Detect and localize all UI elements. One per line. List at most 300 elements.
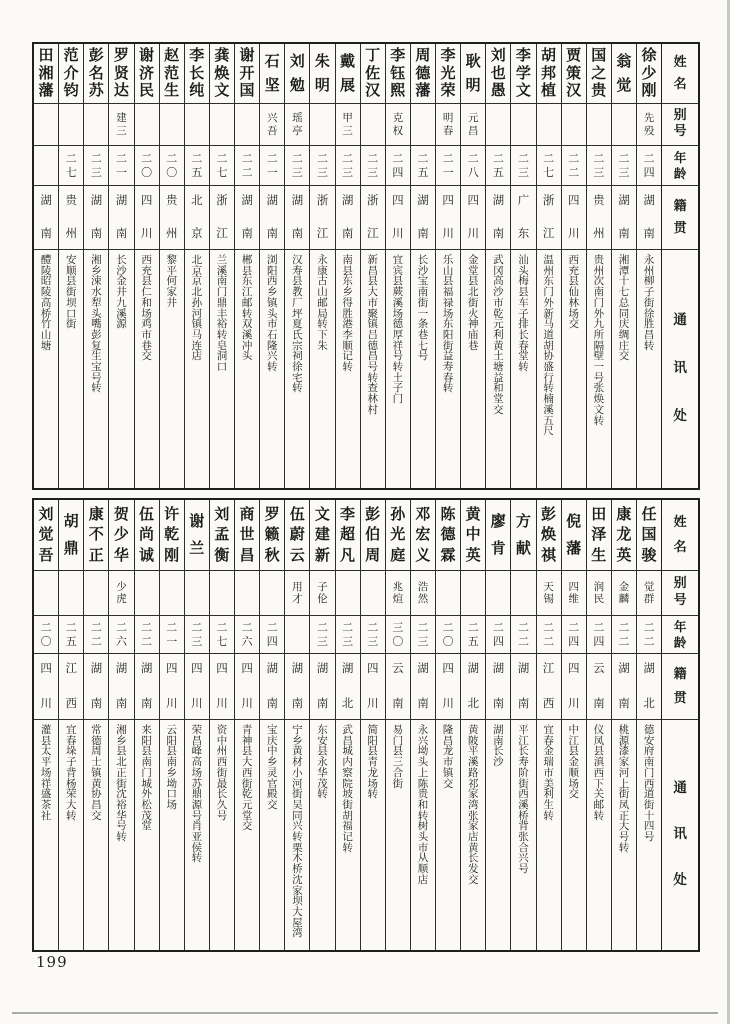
person-column (335, 500, 360, 950)
alias-cell: 兆 煊 (386, 570, 410, 615)
age-cell: 二 三 (285, 145, 309, 185)
native-cell: 湖 南 (84, 185, 108, 249)
address-cell: 安 顺 县 街 坝 口 街 (59, 249, 83, 488)
native-cell: 湖 南 (285, 653, 309, 719)
name-cell: 李 钰 熙 (390, 46, 406, 100)
age-cell: 二 三 (612, 145, 636, 185)
name-cell: 李 长 纯 (189, 46, 205, 100)
age-cell: 二 五 (411, 145, 435, 185)
address-cell: 湖 南 长 沙 (486, 719, 510, 950)
name-cell: 李 学 文 (515, 46, 531, 100)
alias-cell: 天 锡 (537, 570, 561, 615)
age-cell: 二 五 (59, 615, 83, 653)
name-cell: 贺 少 华 (113, 505, 129, 564)
age-cell: 二 三 (310, 615, 334, 653)
name-cell: 龚 焕 文 (214, 46, 230, 100)
person-column (410, 44, 435, 488)
native-cell: 四 川 (160, 653, 184, 719)
native-cell: 四 川 (436, 185, 460, 249)
name-cell: 罗 籁 秋 (264, 505, 280, 564)
name-cell: 刘 也 愚 (490, 46, 506, 100)
person-column (385, 44, 410, 488)
native-cell: 湖 南 (411, 653, 435, 719)
address-cell: 易 门 县 三 合 街 (386, 719, 410, 950)
age-cell: 二 〇 (436, 615, 460, 653)
age-cell: 二 二 (612, 615, 636, 653)
name-cell: 谢 济 民 (139, 46, 155, 100)
alias-cell (59, 570, 83, 615)
alias-cell (34, 103, 58, 145)
person-column (284, 500, 309, 950)
person-column (485, 500, 510, 950)
person-column (309, 44, 334, 488)
native-cell: 四 川 (185, 653, 209, 719)
address-cell: 温 州 东 门 外 新 马 道 胡 协 盛 行 转 楠 溪 五 尺 (537, 249, 561, 488)
age-cell: 二 七 (59, 145, 83, 185)
name-cell: 胡 鼎 (63, 511, 79, 557)
alias-cell (537, 103, 561, 145)
age-cell: 三 〇 (386, 615, 410, 653)
alias-cell: 金 麟 (612, 570, 636, 615)
address-cell: 北 京 京 北 孙 河 镇 马 连 店 (185, 249, 209, 488)
name-cell: 徐 少 刚 (641, 46, 657, 100)
header-alias-cell: 别 号 (662, 103, 698, 145)
native-cell: 浙 江 (361, 185, 385, 249)
person-column (561, 500, 586, 950)
native-cell: 湖 南 (260, 653, 284, 719)
name-cell: 邓 宏 义 (415, 505, 431, 564)
age-cell: 二 二 (562, 145, 586, 185)
name-cell: 丁 佐 汉 (365, 46, 381, 100)
native-cell: 湖 南 (109, 185, 133, 249)
age-cell: 二 五 (486, 145, 510, 185)
person-column (83, 44, 108, 488)
person-column (284, 44, 309, 488)
name-cell: 贾 策 汉 (566, 46, 582, 100)
address-cell: 西 充 县 仙 林 场 交 (562, 249, 586, 488)
name-cell: 彭 焕 祺 (541, 505, 557, 564)
person-column (335, 44, 360, 488)
address-cell: 武 冈 高 沙 市 乾 元 利 黄 土 塘 益 和 堂 交 (486, 249, 510, 488)
person-column (586, 44, 611, 488)
name-cell: 戴 展 (340, 52, 356, 94)
name-cell: 国 之 贵 (591, 46, 607, 100)
native-cell: 湖 南 (336, 185, 360, 249)
header-name-cell: 姓 名 (673, 514, 687, 555)
alias-cell (361, 103, 385, 145)
native-cell: 云 南 (587, 653, 611, 719)
native-cell: 江 西 (59, 653, 83, 719)
person-column (259, 500, 284, 950)
person-column (184, 44, 209, 488)
scan-edge-artifact (12, 1012, 718, 1014)
address-cell: 简 阳 县 青 龙 场 转 (361, 719, 385, 950)
person-column (234, 44, 259, 488)
native-cell: 湖 南 (135, 653, 159, 719)
native-cell: 湖 南 (612, 653, 636, 719)
header-age-cell: 年 龄 (662, 145, 698, 185)
name-cell: 翁 觉 (616, 52, 632, 94)
name-cell: 罗 贤 达 (113, 46, 129, 100)
address-cell: 来 阳 县 南 门 城 外 松 茂 堂 (135, 719, 159, 950)
age-cell: 二 七 (210, 615, 234, 653)
header-name-cell: 姓 名 (673, 55, 687, 92)
alias-cell (511, 570, 535, 615)
name-cell: 陈 德 霖 (440, 505, 456, 564)
name-cell: 耿 明 (465, 52, 481, 94)
native-cell: 湖 南 (260, 185, 284, 249)
address-cell: 资 中 州 西 街 最 长 久 号 (210, 719, 234, 950)
age-cell: 二 三 (361, 615, 385, 653)
native-cell: 湖 北 (461, 653, 485, 719)
address-cell: 永 兴 坳 头 上 陈 贵 和 转 树 头 市 从 顺 店 (411, 719, 435, 950)
person-column (159, 44, 184, 488)
person-column (58, 500, 83, 950)
name-cell: 方 献 (515, 511, 531, 557)
person-column (360, 44, 385, 488)
age-cell: 二 五 (185, 145, 209, 185)
person-column (209, 500, 234, 950)
native-cell: 四 川 (34, 653, 58, 719)
alias-cell (336, 570, 360, 615)
age-cell: 二 三 (411, 615, 435, 653)
alias-cell (562, 103, 586, 145)
page-number: 199 (36, 953, 68, 971)
name-cell: 廖 肯 (490, 511, 506, 557)
age-cell: 二 二 (135, 615, 159, 653)
age-cell: 二 三 (336, 615, 360, 653)
address-cell: 黄 陂 平 溪 路 祁 家 湾 张 家 店 黄 长 发 交 (461, 719, 485, 950)
alias-cell: 甲 三 (336, 103, 360, 145)
age-cell (285, 615, 309, 653)
alias-cell: 润 民 (587, 570, 611, 615)
age-cell: 二 〇 (135, 145, 159, 185)
age-cell: 二 〇 (160, 145, 184, 185)
native-cell: 广 东 (511, 185, 535, 249)
address-cell: 荣 昌 峰 高 场 苏 鼎 源 号 肖 亚 侯 转 (185, 719, 209, 950)
header-column (661, 44, 698, 488)
address-cell: 桃 源 漆 家 河 上 街 凤 正 大 号 转 (612, 719, 636, 950)
alias-cell (185, 570, 209, 615)
age-cell: 二 一 (436, 145, 460, 185)
name-cell: 黄 中 英 (465, 505, 481, 564)
native-cell: 四 川 (562, 653, 586, 719)
native-cell: 浙 江 (537, 185, 561, 249)
alias-cell (436, 570, 460, 615)
age-cell: 二 六 (235, 615, 259, 653)
alias-cell (260, 570, 284, 615)
address-cell: 湘 乡 县 北 正 街 沈 裕 华 号 转 (109, 719, 133, 950)
alias-cell (235, 570, 259, 615)
age-cell: 二 八 (461, 145, 485, 185)
age-cell: 二 四 (260, 615, 284, 653)
native-cell: 四 川 (210, 653, 234, 719)
native-cell: 湖 北 (336, 653, 360, 719)
name-cell: 李 超 凡 (340, 505, 356, 564)
person-column (460, 44, 485, 488)
alias-cell (461, 570, 485, 615)
address-cell: 宝 庆 中 乡 灵 官 殿 交 (260, 719, 284, 950)
native-cell: 四 川 (386, 185, 410, 249)
name-cell: 李 光 荣 (440, 46, 456, 100)
address-cell: 平 江 长 寿 阶 街 西 溪 桥 背 张 合 兴 号 (511, 719, 535, 950)
roster-table-top (32, 42, 700, 490)
name-cell: 谢 兰 (189, 511, 205, 557)
address-cell: 南 县 东 乡 得 胜 港 李 顺 记 转 (336, 249, 360, 488)
age-cell: 二 二 (84, 615, 108, 653)
address-cell: 醴 陵 昭 陵 高 桥 竹 山 塘 (34, 249, 58, 488)
person-column (510, 44, 535, 488)
alias-cell: 克 权 (386, 103, 410, 145)
age-cell: 二 二 (511, 615, 535, 653)
header-address-cell: 通 讯 处 (662, 719, 698, 950)
native-cell: 湖 南 (612, 185, 636, 249)
age-cell: 二 一 (160, 615, 184, 653)
name-cell: 倪 藩 (566, 511, 582, 557)
address-cell: 郴 县 东 江 邮 转 双 溪 冲 头 (235, 249, 259, 488)
header-alias-cell: 别 号 (662, 570, 698, 615)
age-cell: 二 四 (386, 145, 410, 185)
address-cell: 宜 春 垛 子 背 杨 荣 大 转 (59, 719, 83, 950)
alias-cell (210, 103, 234, 145)
alias-cell (84, 570, 108, 615)
native-cell: 贵 州 (59, 185, 83, 249)
person-column (460, 500, 485, 950)
alias-cell: 元 昌 (461, 103, 485, 145)
native-cell: 湖 南 (285, 185, 309, 249)
alias-cell (511, 103, 535, 145)
name-cell: 商 世 昌 (239, 505, 255, 564)
native-cell: 湖 南 (637, 185, 661, 249)
age-cell: 二 三 (511, 145, 535, 185)
native-cell: 浙 江 (210, 185, 234, 249)
native-cell: 湖 南 (486, 185, 510, 249)
native-cell: 湖 南 (511, 653, 535, 719)
age-cell: 二 二 (537, 615, 561, 653)
address-cell: 武 昌 城 内 察 院 坡 街 胡 福 记 转 (336, 719, 360, 950)
person-column (34, 44, 58, 488)
alias-cell: 明 春 (436, 103, 460, 145)
address-cell: 湘 乡 涑 水 犁 头 嘴 彭 复 生 宝 号 转 (84, 249, 108, 488)
age-cell: 二 三 (185, 615, 209, 653)
address-cell: 乐 山 县 福 禄 场 东 阳 街 益 寿 春 转 (436, 249, 460, 488)
alias-cell (587, 103, 611, 145)
alias-cell: 少 虎 (109, 570, 133, 615)
address-cell: 黎 平 何 家 井 (160, 249, 184, 488)
address-cell: 湘 潭 十 七 总 同 庆 绸 庄 交 (612, 249, 636, 488)
person-column (309, 500, 334, 950)
person-column (108, 44, 133, 488)
address-cell: 隆 昌 龙 市 镇 交 (436, 719, 460, 950)
address-cell: 汉 寿 县 教 厂 坪 夏 氏 宗 祠 徐 宅 转 (285, 249, 309, 488)
age-cell: 二 三 (84, 145, 108, 185)
age-cell: 二 七 (210, 145, 234, 185)
address-cell: 西 充 县 仁 和 场 鸡 市 巷 交 (135, 249, 159, 488)
alias-cell: 四 维 (562, 570, 586, 615)
age-cell: 二 三 (336, 145, 360, 185)
address-cell: 金 堂 县 北 街 火 神 庙 巷 (461, 249, 485, 488)
native-cell: 北 京 (185, 185, 209, 249)
age-cell: 二 四 (587, 615, 611, 653)
address-cell: 宁 乡 黄 材 小 河 街 吴 同 兴 转 栗 木 桥 沈 家 坝 大 屋 湾 (285, 719, 309, 950)
person-column (209, 44, 234, 488)
name-cell: 任 国 骏 (641, 505, 657, 564)
name-cell: 田 泽 生 (591, 505, 607, 564)
age-cell: 二 三 (310, 145, 334, 185)
alias-cell: 建 三 (109, 103, 133, 145)
name-cell: 文 建 新 (314, 505, 330, 564)
native-cell: 四 川 (461, 185, 485, 249)
header-native-cell: 籍 贯 (662, 185, 698, 249)
name-cell: 刘 觉 吾 (38, 505, 54, 564)
name-cell: 谢 开 国 (239, 46, 255, 100)
person-column (134, 44, 159, 488)
alias-cell: 用 才 (285, 570, 309, 615)
address-cell: 汕 头 梅 县 车 子 排 长 春 堂 转 (511, 249, 535, 488)
name-cell: 周 德 藩 (415, 46, 431, 100)
person-column (360, 500, 385, 950)
person-column (234, 500, 259, 950)
person-column (108, 500, 133, 950)
person-column (385, 500, 410, 950)
native-cell: 湖 南 (411, 185, 435, 249)
person-column (34, 500, 58, 950)
name-cell: 彭 名 苏 (88, 46, 104, 100)
age-cell: 二 二 (235, 145, 259, 185)
age-cell: 二 〇 (34, 615, 58, 653)
native-cell: 四 川 (436, 653, 460, 719)
header-native-cell: 籍 贯 (662, 653, 698, 719)
name-cell: 彭 伯 周 (365, 505, 381, 564)
age-cell: 二 六 (109, 615, 133, 653)
name-cell: 范 介 钧 (63, 46, 79, 100)
age-cell: 二 二 (637, 615, 661, 653)
person-column (184, 500, 209, 950)
age-cell: 二 三 (587, 145, 611, 185)
name-cell: 康 龙 英 (616, 505, 632, 564)
name-cell: 刘 勉 (289, 52, 305, 94)
person-column (611, 44, 636, 488)
age-cell: 二 七 (537, 145, 561, 185)
roster-table-bottom (32, 498, 700, 952)
age-cell: 二 四 (486, 615, 510, 653)
alias-cell (235, 103, 259, 145)
alias-cell (160, 103, 184, 145)
alias-cell (135, 570, 159, 615)
person-column (636, 500, 661, 950)
native-cell: 四 川 (135, 185, 159, 249)
alias-cell (486, 103, 510, 145)
native-cell: 贵 州 (160, 185, 184, 249)
alias-cell: 浩 然 (411, 570, 435, 615)
alias-cell (486, 570, 510, 615)
name-cell: 赵 范 生 (164, 46, 180, 100)
age-cell: 二 五 (461, 615, 485, 653)
age-cell: 二 一 (260, 145, 284, 185)
person-column (636, 44, 661, 488)
age-cell: 二 三 (361, 145, 385, 185)
alias-cell (185, 103, 209, 145)
alias-cell (361, 570, 385, 615)
alias-cell: 子 伦 (310, 570, 334, 615)
address-cell: 德 安 府 南 门 西 道 街 十 四 号 (637, 719, 661, 950)
address-cell: 常 德 周 士 镇 黄 协 昌 交 (84, 719, 108, 950)
native-cell: 湖 南 (34, 185, 58, 249)
native-cell: 湖 南 (310, 653, 334, 719)
native-cell: 湖 北 (637, 653, 661, 719)
address-cell: 仪 凤 县 滇 西 下 关 邮 转 (587, 719, 611, 950)
name-cell: 石 坚 (264, 52, 280, 94)
person-column (611, 500, 636, 950)
address-cell: 青 神 县 大 西 街 乾 元 堂 交 (235, 719, 259, 950)
person-column (435, 500, 460, 950)
name-cell: 许 乾 刚 (164, 505, 180, 564)
native-cell: 贵 州 (587, 185, 611, 249)
alias-cell (160, 570, 184, 615)
native-cell: 湖 南 (84, 653, 108, 719)
alias-cell: 瑶 亭 (285, 103, 309, 145)
name-cell: 伍 蔚 云 (289, 505, 305, 564)
person-column (536, 500, 561, 950)
name-cell: 孙 光 庭 (390, 505, 406, 564)
alias-cell: 兴 吾 (260, 103, 284, 145)
person-column (159, 500, 184, 950)
person-column (134, 500, 159, 950)
address-cell: 长 沙 金 井 九 溪 源 (109, 249, 133, 488)
person-column (586, 500, 611, 950)
address-cell: 新 昌 县 大 市 聚 镇 吕 德 昌 号 转 查 林 村 (361, 249, 385, 488)
address-cell: 浏 阳 西 乡 镇 头 市 石 隆 兴 转 (260, 249, 284, 488)
native-cell: 江 西 (537, 653, 561, 719)
address-cell: 东 安 县 永 华 茂 转 (310, 719, 334, 950)
address-cell: 兰 溪 南 门 鼎 丰 裕 转 皂 洞 口 (210, 249, 234, 488)
native-cell: 浙 江 (310, 185, 334, 249)
header-address-cell: 通 讯 处 (662, 249, 698, 488)
native-cell: 湖 南 (235, 185, 259, 249)
address-cell: 长 沙 宝 南 街 一 条 巷 七 号 (411, 249, 435, 488)
header-age-cell: 年 龄 (662, 615, 698, 653)
address-cell: 永 州 柳 子 街 徐 胜 昌 转 (637, 249, 661, 488)
person-column (536, 44, 561, 488)
person-column (561, 44, 586, 488)
native-cell: 四 川 (562, 185, 586, 249)
person-column (410, 500, 435, 950)
address-cell: 宜 宾 县 蕨 溪 场 德 厚 祥 号 转 土 子 门 (386, 249, 410, 488)
native-cell: 云 南 (386, 653, 410, 719)
header-column (661, 500, 698, 950)
name-cell: 朱 明 (314, 52, 330, 94)
name-cell: 伍 尚 诚 (139, 505, 155, 564)
alias-cell (210, 570, 234, 615)
alias-cell (310, 103, 334, 145)
person-column (58, 44, 83, 488)
address-cell: 贵 州 次 南 门 外 九 所 隔 壁 一 号 张 焕 文 转 (587, 249, 611, 488)
person-column (510, 500, 535, 950)
alias-cell: 先 殁 (637, 103, 661, 145)
name-cell: 胡 邦 植 (541, 46, 557, 100)
alias-cell (612, 103, 636, 145)
age-cell (34, 145, 58, 185)
native-cell: 湖 南 (109, 653, 133, 719)
alias-cell (59, 103, 83, 145)
native-cell: 四 川 (361, 653, 385, 719)
native-cell: 湖 南 (486, 653, 510, 719)
person-column (83, 500, 108, 950)
age-cell: 二 四 (637, 145, 661, 185)
alias-cell (34, 570, 58, 615)
age-cell: 二 四 (562, 615, 586, 653)
address-cell: 云 阳 县 南 乡 坳 口 场 (160, 719, 184, 950)
